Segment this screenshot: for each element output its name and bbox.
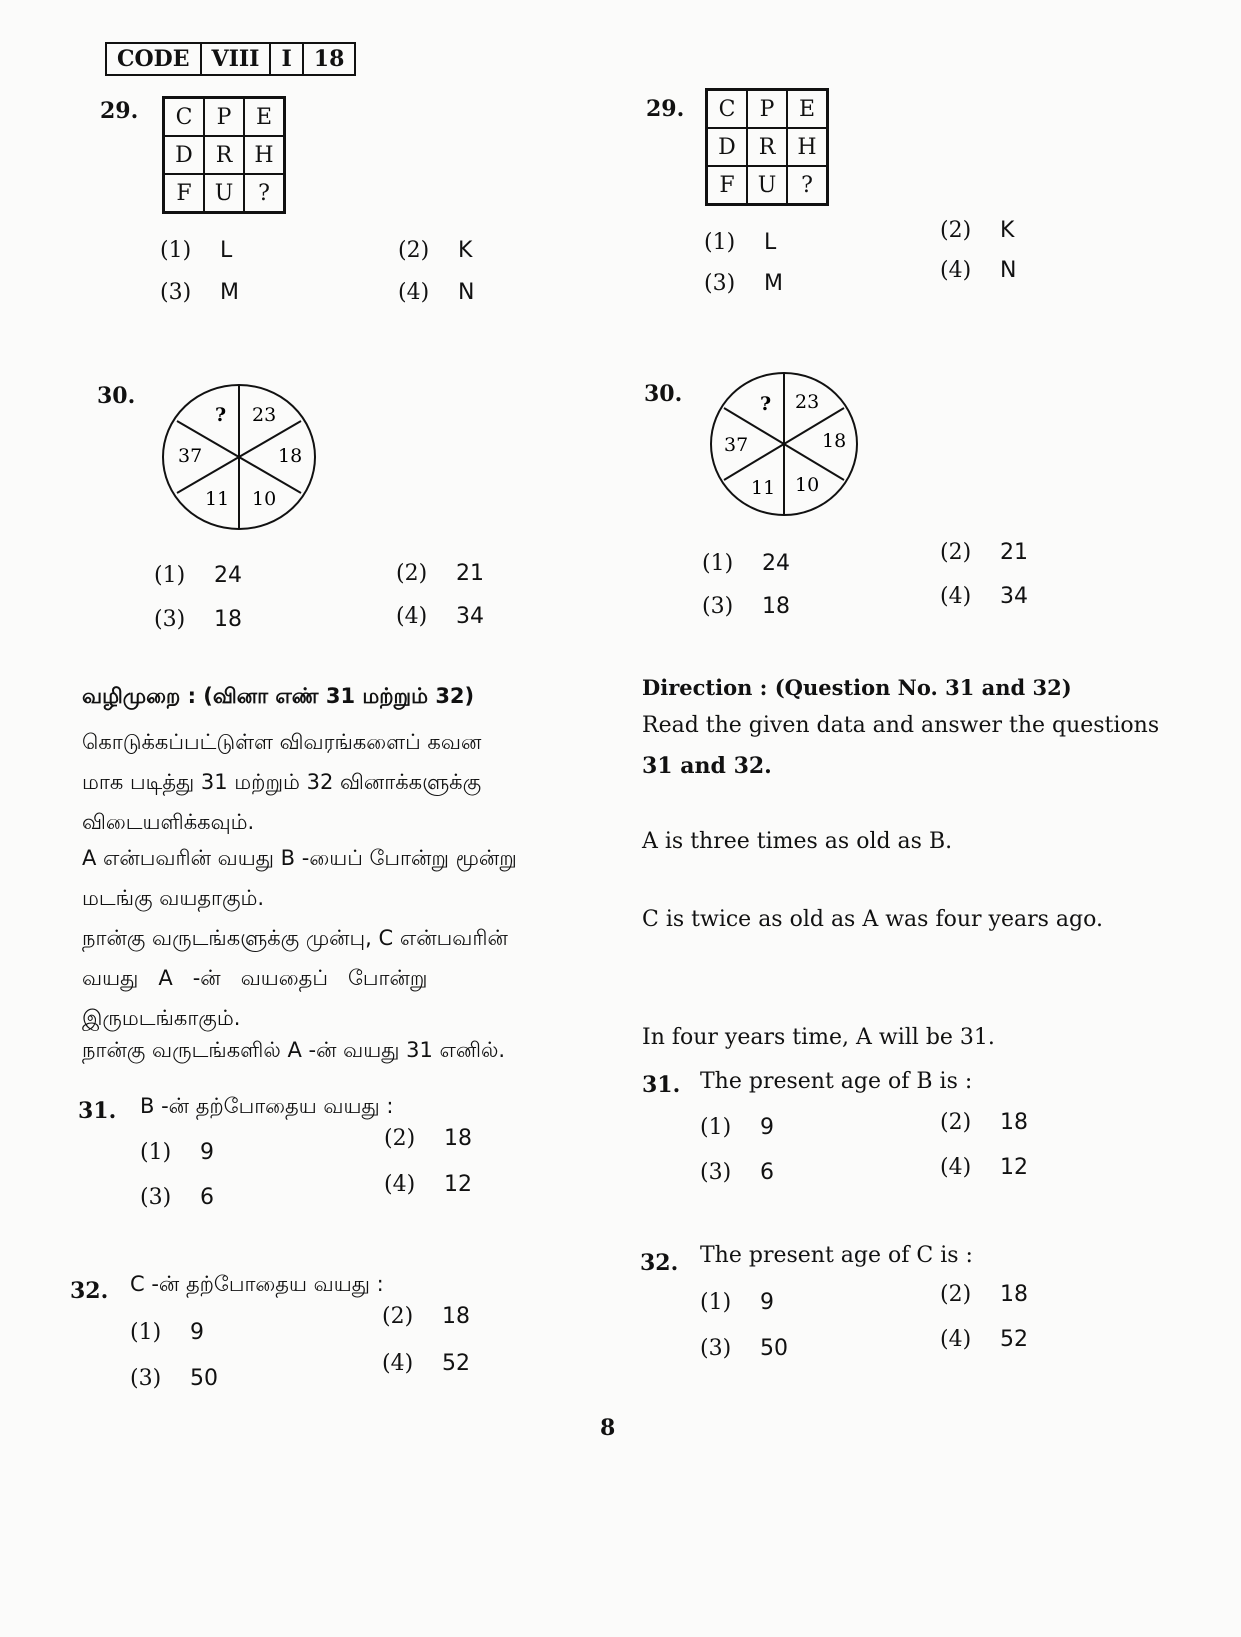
wheel-sector: 18	[822, 430, 847, 452]
grid-cell: P	[747, 90, 787, 128]
option-value: 52	[1000, 1327, 1028, 1352]
option-value: 18	[1000, 1282, 1028, 1307]
code-level: VIII	[202, 44, 272, 74]
option-value: K	[458, 238, 473, 263]
option-label: (3)	[130, 1366, 162, 1391]
text-line: மாக படித்து 31 மற்றும் 32 வினாக்களுக்கு	[82, 770, 482, 794]
option-label: (1)	[130, 1320, 162, 1345]
text-line: கொடுக்கப்பட்டுள்ள விவரங்களைப் கவன	[82, 730, 482, 754]
q31-option-3-right	[700, 1160, 774, 1185]
wheel-sector: ?	[215, 404, 227, 426]
q29-option-3-left	[160, 280, 239, 305]
option-label: (4)	[398, 280, 430, 305]
text-line: நான்கு வருடங்களுக்கு முன்பு, C என்பவரின்	[82, 926, 508, 950]
option-value: 50	[190, 1366, 218, 1391]
text-line: 31 and 32.	[642, 753, 772, 779]
q32-option-3-left	[130, 1366, 218, 1391]
wheel-sector: 11	[751, 477, 776, 499]
option-value: 34	[1000, 584, 1028, 609]
option-value: M	[764, 271, 783, 296]
option-label: (4)	[384, 1172, 416, 1197]
q31-option-3-left	[140, 1185, 214, 1210]
grid-cell: E	[244, 98, 284, 136]
tamil-paragraph-4: நான்கு வருடங்களில் A -ன் வயது 31 எனில்.	[82, 1038, 506, 1062]
option-label: (1)	[700, 1115, 732, 1140]
q31-number-left: 31.	[78, 1098, 117, 1124]
q32-option-1-left	[130, 1320, 204, 1345]
option-label: (1)	[160, 238, 192, 263]
grid-cell: F	[164, 174, 204, 212]
option-label: (3)	[154, 607, 186, 632]
q31-option-1-left	[140, 1140, 214, 1165]
grid-cell: H	[244, 136, 284, 174]
option-value: N	[1000, 258, 1017, 283]
option-value: 34	[456, 604, 484, 629]
option-value: 21	[1000, 540, 1028, 565]
tamil-direction-heading: வழிமுறை : (வினா எண் 31 மற்றும் 32)	[82, 684, 475, 708]
q30-option-1-left	[154, 563, 242, 588]
wheel-sector: 18	[278, 445, 303, 467]
wheel-sector: 23	[795, 391, 820, 413]
option-label: (3)	[702, 594, 734, 619]
english-direction-heading: Direction : (Question No. 31 and 32)	[642, 675, 1072, 700]
q31-option-4-right	[940, 1155, 1028, 1180]
option-value: 18	[1000, 1110, 1028, 1135]
q31-option-2-left	[384, 1126, 472, 1151]
q31-number-right: 31.	[642, 1072, 681, 1098]
q31-option-4-left	[384, 1172, 472, 1197]
q32-option-4-left	[382, 1351, 470, 1376]
option-value: 9	[190, 1320, 204, 1345]
option-value: 21	[456, 561, 484, 586]
english-fact-2: C is twice as old as A was four years ago.	[642, 907, 1103, 932]
q29-option-3-right	[704, 271, 783, 296]
option-value: 52	[442, 1351, 470, 1376]
q29-option-4-left	[398, 280, 474, 305]
option-label: (2)	[384, 1126, 416, 1151]
q32-question-english: The present age of C is :	[700, 1243, 973, 1268]
option-value: 9	[760, 1290, 774, 1315]
grid-cell: U	[747, 166, 787, 204]
option-label: (3)	[140, 1185, 172, 1210]
text-line: A என்பவரின் வயது B -யைப் போன்று மூன்று	[82, 846, 517, 870]
option-value: N	[458, 280, 475, 305]
grid-cell: R	[204, 136, 244, 174]
english-fact-1: A is three times as old as B.	[642, 829, 953, 854]
tamil-paragraph-2	[82, 838, 517, 918]
tamil-paragraph-3	[82, 918, 508, 1038]
grid-cell: C	[164, 98, 204, 136]
option-value: 9	[760, 1115, 774, 1140]
grid-cell: F	[707, 166, 747, 204]
option-value: L	[220, 238, 233, 263]
code-set: I	[271, 44, 303, 74]
text-line: வயது A -ன் வயதைப் போன்று	[82, 966, 428, 990]
option-label: (4)	[940, 1327, 972, 1352]
q30-option-2-left	[396, 561, 484, 586]
option-label: (1)	[702, 551, 734, 576]
q29-option-1-left	[160, 238, 232, 263]
q30-option-4-right	[940, 584, 1028, 609]
option-value: 24	[214, 563, 242, 588]
q31-option-1-right	[700, 1115, 774, 1140]
grid-cell: E	[787, 90, 827, 128]
option-label: (2)	[940, 218, 972, 243]
option-value: 18	[214, 607, 242, 632]
q30-option-2-right	[940, 540, 1028, 565]
grid-cell: P	[204, 98, 244, 136]
q32-option-3-right	[700, 1336, 788, 1361]
q29-option-2-left	[398, 238, 472, 263]
option-value: 12	[1000, 1155, 1028, 1180]
option-label: (1)	[704, 230, 736, 255]
grid-cell: R	[747, 128, 787, 166]
q29-letter-grid-right	[705, 88, 829, 206]
wheel-sector: 37	[178, 445, 203, 467]
wheel-sector: 10	[252, 488, 277, 510]
option-label: (4)	[940, 258, 972, 283]
q29-letter-grid-left	[162, 96, 286, 214]
q32-option-2-left	[382, 1304, 470, 1329]
text-line: விடையளிக்கவும்.	[82, 810, 255, 834]
option-label: (3)	[704, 271, 736, 296]
option-label: (2)	[940, 1110, 972, 1135]
q32-number-left: 32.	[70, 1278, 109, 1304]
option-value: L	[764, 230, 777, 255]
code-label: CODE	[107, 44, 202, 74]
grid-cell: D	[164, 136, 204, 174]
code-box	[105, 42, 356, 76]
q32-option-1-right	[700, 1290, 774, 1315]
q31-question-tamil: B -ன் தற்போதைய வயது :	[140, 1094, 394, 1118]
option-value: 50	[760, 1336, 788, 1361]
q30-number-wheel-left	[160, 382, 318, 532]
option-label: (4)	[382, 1351, 414, 1376]
grid-cell: U	[204, 174, 244, 212]
option-value: 24	[762, 551, 790, 576]
q29-option-2-right	[940, 218, 1014, 243]
q30-option-4-left	[396, 604, 484, 629]
option-label: (3)	[160, 280, 192, 305]
q32-number-right: 32.	[640, 1250, 679, 1276]
grid-cell: ?	[787, 166, 827, 204]
option-label: (3)	[700, 1160, 732, 1185]
english-fact-3: In four years time, A will be 31.	[642, 1025, 995, 1050]
q30-option-3-left	[154, 607, 242, 632]
grid-cell: C	[707, 90, 747, 128]
option-label: (2)	[396, 561, 428, 586]
option-value: 6	[200, 1185, 214, 1210]
option-label: (2)	[398, 238, 430, 263]
q29-number-right: 29.	[646, 96, 685, 122]
q31-question-english: The present age of B is :	[700, 1069, 973, 1094]
text-line: மடங்கு வயதாகும்.	[82, 886, 265, 910]
option-value: 9	[200, 1140, 214, 1165]
wheel-sector: 37	[724, 434, 749, 456]
option-value: 12	[444, 1172, 472, 1197]
option-value: 6	[760, 1160, 774, 1185]
grid-cell: D	[707, 128, 747, 166]
q30-number-wheel-right	[708, 370, 860, 518]
wheel-sector: ?	[760, 393, 772, 415]
option-value: M	[220, 280, 239, 305]
option-label: (2)	[940, 540, 972, 565]
q29-option-1-right	[704, 230, 776, 255]
q29-number-left: 29.	[100, 98, 139, 124]
tamil-paragraph-1	[82, 722, 481, 842]
option-label: (1)	[700, 1290, 732, 1315]
option-label: (4)	[940, 584, 972, 609]
code-num: 18	[313, 46, 345, 72]
option-label: (1)	[140, 1140, 172, 1165]
q30-number-left: 30.	[97, 383, 136, 409]
option-label: (1)	[154, 563, 186, 588]
english-intro	[642, 706, 1159, 786]
grid-cell: ?	[244, 174, 284, 212]
option-label: (4)	[940, 1155, 972, 1180]
option-label: (2)	[940, 1282, 972, 1307]
option-label: (3)	[700, 1336, 732, 1361]
text-line: Read the given data and answer the questions	[642, 713, 1160, 738]
wheel-sector: 23	[252, 404, 277, 426]
q30-number-right: 30.	[644, 381, 683, 407]
q32-question-tamil: C -ன் தற்போதைய வயது :	[130, 1272, 384, 1296]
option-value: 18	[762, 594, 790, 619]
q32-option-4-right	[940, 1327, 1028, 1352]
q30-option-1-right	[702, 551, 790, 576]
option-label: (2)	[382, 1304, 414, 1329]
page-number: 8	[600, 1415, 616, 1441]
option-value: K	[1000, 218, 1015, 243]
wheel-sector: 10	[795, 474, 820, 496]
option-value: 18	[442, 1304, 470, 1329]
q31-option-2-right	[940, 1110, 1028, 1135]
text-line: இருமடங்காகும்.	[82, 1006, 241, 1030]
q29-option-4-right	[940, 258, 1016, 283]
q32-option-2-right	[940, 1282, 1028, 1307]
q30-option-3-right	[702, 594, 790, 619]
option-label: (4)	[396, 604, 428, 629]
grid-cell: H	[787, 128, 827, 166]
wheel-sector: 11	[205, 488, 230, 510]
option-value: 18	[444, 1126, 472, 1151]
